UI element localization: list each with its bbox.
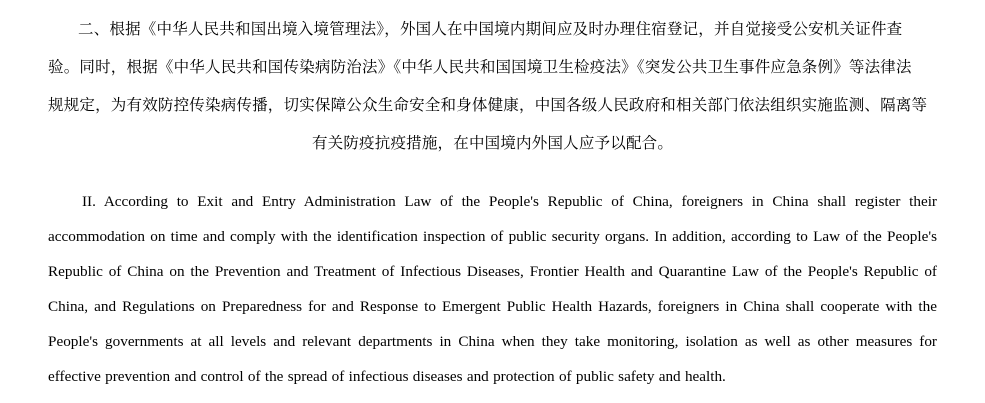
chinese-line-2: 验。同时，根据《中华人民共和国传染病防治法》《中华人民共和国国境卫生检疫法》《突发公共卫生事件应急条例》等法律法 xyxy=(48,58,912,76)
english-paragraph: II. According to Exit and Entry Administration Law of the People's Republic of China, foreigners in China shall register their accommodation on time and comply with the identification inspection of public security organs. In addition, according to Law of the People's Republic of China on the Prevention and Treatment of Infectious Diseases, Frontier Health and Quarantine Law of the People's Republic of China, and Regulations on Preparedness for and Response to Emergent Public Health Hazards, foreigners in China shall cooperate with the People's governments at all levels and relevant departments in China when they take monitoring, isolation as well as other measures for effective prevention and control of the spread of infectious diseases and protection of public safety and health. xyxy=(48,193,937,385)
chinese-line-4: 有关防疫抗疫措施，在中国境内外国人应予以配合。 xyxy=(311,134,674,152)
chinese-line-1: 二、根据《中华人民共和国出境入境管理法》，外国人在中国境内期间应及时办理住宿登记，并自觉接受公安机关证件查 xyxy=(78,20,903,38)
chinese-paragraph-block xyxy=(0,0,985,162)
english-paragraph-block xyxy=(0,162,985,394)
chinese-paragraph xyxy=(48,10,937,162)
chinese-line-3: 规规定，为有效防控传染病传播，切实保障公众生命安全和身体健康，中国各级人民政府和相关部门依法组织实施监测、隔离等 xyxy=(48,96,928,114)
